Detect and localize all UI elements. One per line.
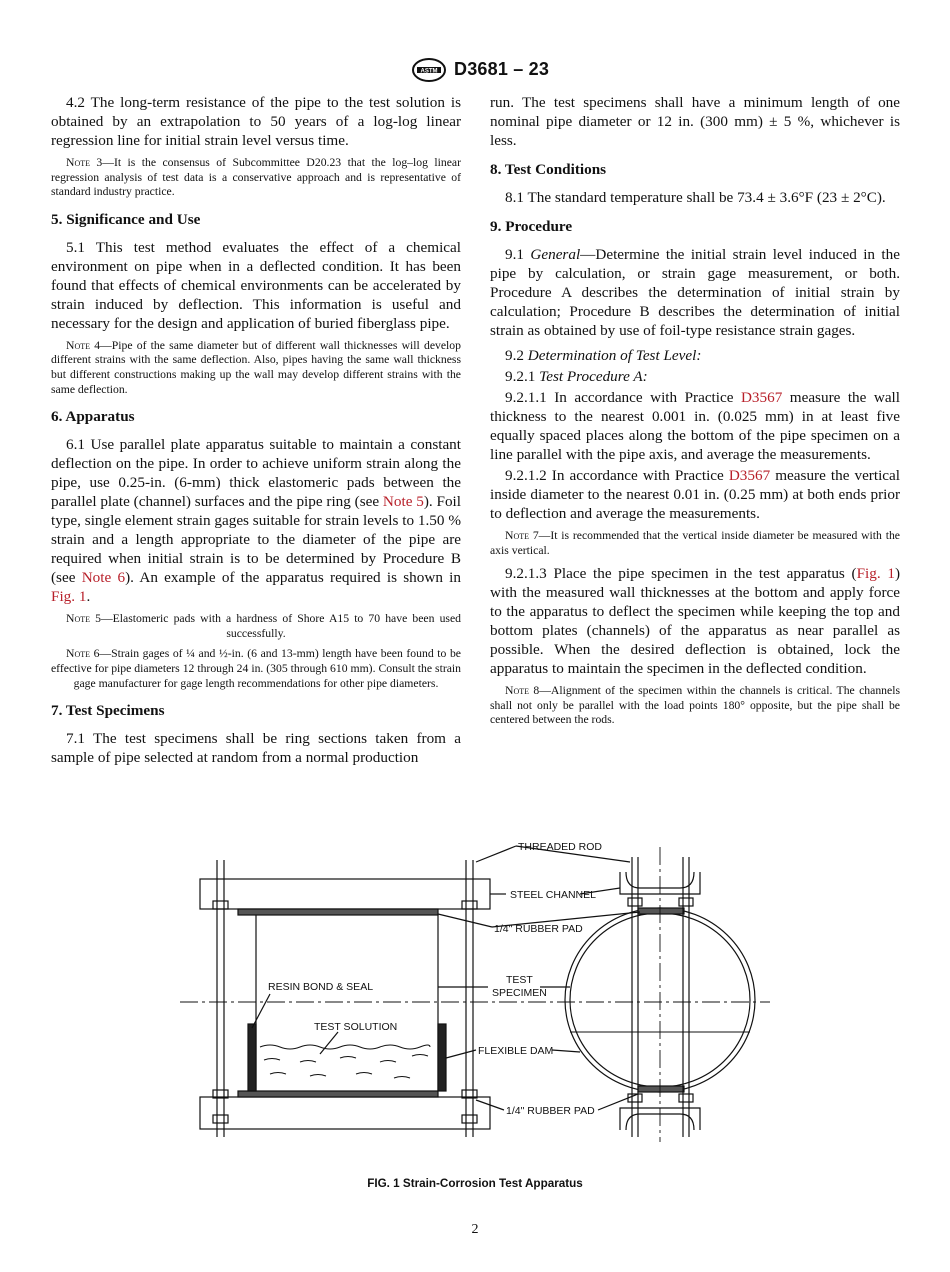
figure-caption: FIG. 1 Strain-Corrosion Test Apparatus — [367, 1177, 583, 1190]
note-label: Note — [505, 684, 529, 698]
paragraph-9-2-1: 9.2.1 Test Procedure A: — [505, 368, 648, 385]
paragraph-7-1: 7.1 The test specimens shall be ring sections taken from a sample of pipe selected at random from a normal production — [51, 730, 461, 767]
note-label: Note — [505, 529, 529, 542]
note-4: Note 4—Pipe of the same diameter but of different wall thicknesses will develop different strains with the same deflection. Also, pipes having the same wall thickness but different constructions making up the wall may develop different strains with the same deflection. — [51, 338, 461, 396]
note-5: Note 5—Elastomeric pads with a hardness of Shore A15 to 70 have been used successfully. — [66, 612, 461, 640]
label-threaded-rod: THREADED ROD — [518, 841, 603, 853]
right-column — [490, 93, 900, 734]
note-7: Note 7—It is recommended that the vertical inside diameter be measured with the axis vertical. — [490, 529, 900, 557]
label-steel-channel: STEEL CHANNEL — [510, 889, 596, 901]
d3567-link[interactable]: D3567 — [728, 467, 771, 484]
section-8-heading: 8. Test Conditions — [490, 161, 607, 178]
note-label: Note — [66, 156, 90, 169]
paragraph-9-2: 9.2 Determination of Test Level: — [505, 347, 702, 364]
label-rubber-pad-bottom: 1/4" RUBBER PAD — [506, 1105, 595, 1117]
section-7-heading: 7. Test Specimens — [51, 702, 165, 720]
bottom-steel-channel — [200, 1097, 490, 1129]
paragraph-8-1: 8.1 The standard temperature shall be 73.4 ± 3.6°F (23 ± 2°C). — [505, 189, 886, 206]
section-6-heading: 6. Apparatus — [51, 408, 135, 426]
label-flexible-dam: FLEXIBLE DAM — [478, 1045, 554, 1057]
page-number: 2 — [471, 1222, 479, 1237]
paragraph-9-1: 9.1 General—Determine the initial strain level induced in the pipe by calculation, or strain gage measurement, or both. Procedure A describes the determination of initial strain by calculation; Procedure B describes the determination of initial strain as obtained by use of foil-type resistance strain gages. — [490, 246, 900, 339]
label-test-specimen-line2: SPECIMEN — [492, 987, 547, 999]
note-5-link[interactable]: Note 5 — [382, 493, 424, 511]
paragraph-5-1: 5.1 This test method evaluates the effect of a chemical environment on pipe when in a deflected condition. It has been found that effects of chemical environments can be accelerated by strain induced by deflection. This information is useful and necessary for the design and application of buried fiberglass pipe. — [51, 238, 461, 332]
paragraph-6-1: 6.1 Use parallel plate apparatus suitable to maintain a constant deflection on the pipe. In order to achieve uniform strain along the pipe, use 0.25-in. (6-mm) thick elastomeric pads between the parallel plate (channel) surfaces and the pipe ring (see Note 5). Foil type, single element strain gages suitable for strain levels to 1.50 % strain and a length appropriate to the diameter of the pipe are required when initial strain is to be determined by Procedure B (see Note 6). An example of the apparatus required is shown in Fig. 1. — [51, 436, 462, 606]
note-3: Note 3—It is the consensus of Subcommittee D20.23 that the log–log linear regression analysis of test data is a conservative approach and is representative of standard industry practice. — [51, 156, 461, 199]
astm-logo-icon — [411, 58, 447, 82]
paragraph-9-2-1-2: 9.2.1.2 In accordance with Practice D3567 measure the vertical inside diameter to the nearest 0.01 in. (0.25 mm) at both ends prior to deflection and average the measurements. — [490, 467, 901, 522]
label-resin-bond: RESIN BOND & SEAL — [268, 981, 374, 993]
top-rubber-pad — [238, 909, 438, 915]
label-test-specimen-line1: TEST — [506, 974, 533, 986]
note-6: Note 6—Strain gages of ¼ and ½-in. (6 and 13-mm) length have been found to be effective for pipe diameters 12 through 24 in. (305 through 610 mm). Consult the strain gage manufacturer for gage length recommendations for other pipe diameters. — [51, 647, 461, 690]
strain-corrosion-apparatus-figure — [180, 832, 770, 1150]
note-label: Note — [66, 338, 90, 352]
bottom-rubber-pad — [238, 1091, 438, 1097]
page-header — [0, 57, 950, 83]
svg-text:ASTM: ASTM — [420, 68, 438, 75]
top-steel-channel — [200, 879, 490, 909]
section-9-heading: 9. Procedure — [490, 218, 573, 235]
paragraph-7-1-continued: run. The test specimens shall have a minimum length of one nominal pipe diameter or 12 in. (300 mm) ± 5 %, whichever is less. — [490, 94, 900, 149]
section-5-heading: 5. Significance and Use — [51, 210, 201, 228]
note-label: Note — [66, 612, 90, 626]
document-id: D3681 – 23 — [454, 59, 550, 79]
fig-1-link[interactable]: Fig. 1 — [856, 565, 895, 583]
note-8: Note 8—Alignment of the specimen within the channels is critical. The channels shall not only be parallel with the load points 180° opposite, but the pipe shall be centered between the rods. — [490, 684, 900, 727]
fig-1-link[interactable]: Fig. 1 — [51, 588, 87, 606]
paragraph-4-2: 4.2 The long-term resistance of the pipe to the test solution is obtained by an extrapolation to 50 years of a log-log linear regression line for initial strain level versus time. — [51, 94, 461, 149]
note-label: Note — [66, 647, 90, 661]
note-6-link[interactable]: Note 6 — [81, 569, 126, 587]
paragraph-9-2-1-3: 9.2.1.3 Place the pipe specimen in the test apparatus (Fig. 1) with the measured wall thicknesses at the bottom and apply force to the apparatus to deflect the specimen while keeping the top and bottom plates (channels) of the apparatus as near parallel as possible. When the desired deflection is obtained, lock the apparatus to maintain the specimen in the deflected condition. — [490, 565, 900, 678]
label-test-solution: TEST SOLUTION — [314, 1021, 398, 1033]
left-column — [51, 93, 461, 773]
label-rubber-pad-top: 1/4" RUBBER PAD — [494, 923, 583, 935]
paragraph-9-2-1-1: 9.2.1.1 In accordance with Practice D3567 measure the wall thickness to the nearest 0.001 in. (0.025 mm) in at least five equally spaced places along the bottom of the pipe specimen on a line parallel with the pipe axis, and average the measurements. — [490, 389, 900, 463]
d3567-link[interactable]: D3567 — [740, 389, 783, 406]
